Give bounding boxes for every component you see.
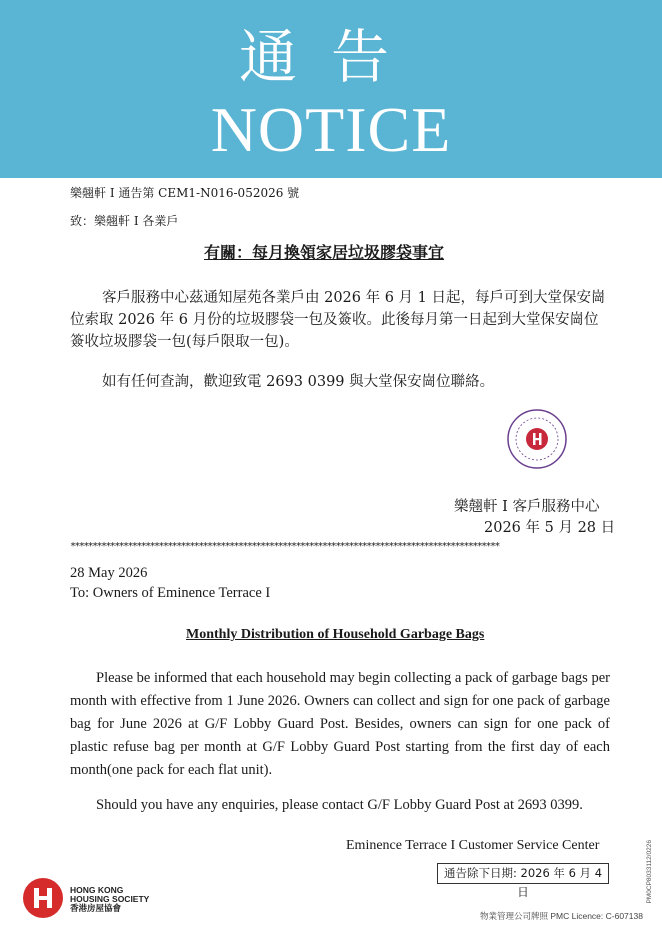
signature-date-zh: 2026 年 5 月 28 日	[484, 520, 616, 536]
signature-dept-zh: 樂翹軒 I 客戶服務中心	[454, 499, 600, 515]
subject-en: Monthly Distribution of Household Garbage Bags	[186, 627, 485, 642]
notice-removal-date: 通告除下日期: 2026 年 6 月 4 日	[437, 863, 609, 884]
housing-society-logo-text: HONG KONG HOUSING SOCIETY 香港房屋協會	[70, 885, 150, 913]
body-en-paragraph-1: Please be informed that each household may begin collecting a pack of garbage bags per month with effective from 1 June 2026. Owners can collect and sign for one pack of garbage bag for June 2026 at G/F Lobby Guard Post. Besides, owners can sign for one pack of plastic refuse bag per month at G/F Lobby Guard Post starting from the first day of each month(one pack for each flat unit).	[70, 670, 610, 778]
addressee-en: To: Owners of Eminence Terrace I	[70, 585, 271, 601]
separator-line: *************************************************************************************************	[70, 541, 499, 552]
subject-zh: 有關：每月換領家居垃圾膠袋事宜	[204, 243, 445, 262]
body-zh-paragraph-1: 客戶服務中心茲通知屋苑各業戶由 2026 年 6 月 1 日起，每戶可到大堂保安崗位索取 2026 年 6 月份的垃圾膠袋一包及簽收。此後每月第一日起到大堂保安崗位簽收垃圾膠袋一包(每戶限取一包)。	[70, 290, 606, 350]
side-document-code: PM0CP8033112/0226	[646, 840, 653, 904]
housing-society-logo-icon	[22, 877, 64, 919]
banner-title-en: NOTICE	[210, 94, 452, 165]
date-en: 28 May 2026	[70, 565, 148, 581]
notice-reference-number: 樂翹軒 I 通告第 CEM1-N016-052026 號	[70, 186, 300, 200]
signature-dept-en: Eminence Terrace I Customer Service Center	[346, 838, 600, 853]
notice-banner	[0, 0, 662, 178]
company-seal	[506, 408, 568, 470]
body-en-paragraph-2: Should you have any enquiries, please contact G/F Lobby Guard Post at 2693 0399.	[96, 797, 583, 813]
body-zh-paragraph-2: 如有任何查詢，歡迎致電 2693 0399 與大堂保安崗位聯絡。	[102, 374, 495, 390]
banner-title-zh: 通告	[238, 23, 423, 91]
addressee-zh: 致：樂翹軒 I 各業戶	[70, 214, 179, 228]
pmc-licence: 物業管理公司牌照 PMC Licence: C-607138	[480, 911, 643, 921]
